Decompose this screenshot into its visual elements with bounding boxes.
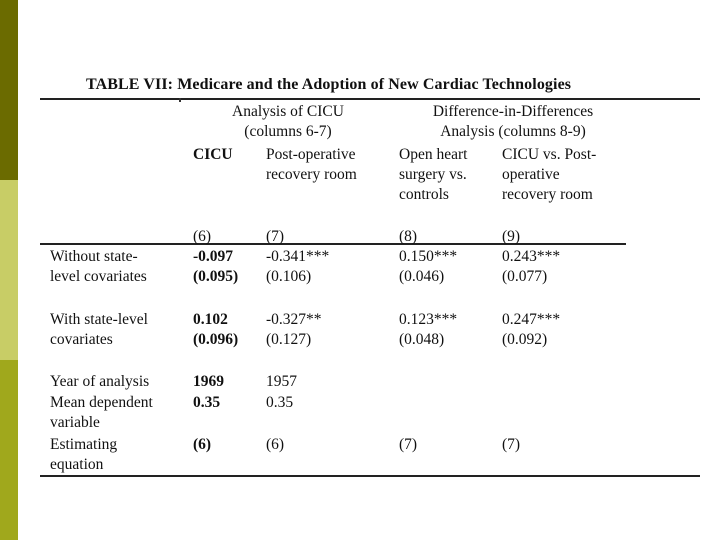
row-label-mean-dependent-variable: Mean dependent variable — [50, 394, 153, 431]
column-number: (6) — [193, 228, 212, 245]
column-header-recovery-room: Post-operative recovery room — [266, 146, 357, 183]
row-label-estimating-equation: Estimating equation — [50, 436, 118, 473]
column-number: (8) — [399, 228, 418, 245]
top-rule — [40, 98, 700, 100]
table-cell: -0.097 (0.095) — [193, 248, 239, 285]
table-cell: -0.341*** (0.106) — [266, 248, 330, 285]
table-cell: (6) — [193, 436, 212, 453]
header-rule — [40, 243, 626, 245]
column-header-cicu: CICU — [193, 146, 233, 163]
slide — [18, 0, 720, 540]
table-cell: (6) — [266, 436, 285, 453]
row-label-without-state-covariates: Without state- level covariates — [50, 248, 147, 285]
table-title: TABLE VII: Medicare and the Adoption of New Cardiac Technologies — [86, 76, 572, 93]
table-cell: 0.243*** (0.077) — [502, 248, 561, 285]
table-cell: (7) — [502, 436, 521, 453]
table-cell: -0.327** (0.127) — [266, 311, 322, 348]
table-cell: 0.102 (0.096) — [193, 311, 239, 348]
column-number: (7) — [266, 228, 285, 245]
sidebar-stripe-middle — [0, 180, 18, 360]
table-cell: 1969 — [193, 373, 224, 390]
table-cell: 0.247*** (0.092) — [502, 311, 561, 348]
table-cell: 0.150*** (0.046) — [399, 248, 458, 285]
bottom-rule — [40, 475, 700, 477]
table-cell: 0.123*** (0.048) — [399, 311, 458, 348]
table-cell: (7) — [399, 436, 418, 453]
table-cell: 0.35 — [266, 394, 294, 411]
table-cell: 1957 — [266, 373, 297, 390]
sidebar-stripe-top — [0, 0, 18, 180]
group-header-did: Difference-in-Differences Analysis (columns 8-9) — [432, 103, 594, 140]
row-label-year-of-analysis: Year of analysis — [50, 373, 150, 390]
table-cell: 0.35 — [193, 394, 221, 411]
row-label-with-state-covariates: With state-level covariates — [50, 311, 148, 348]
column-header-cicu-vs-postop: CICU vs. Post- operative recovery room — [502, 146, 597, 203]
column-header-open-heart: Open heart surgery vs. controls — [399, 146, 468, 203]
group-header-cicu: Analysis of CICU (columns 6-7) — [232, 103, 344, 140]
column-number: (9) — [502, 228, 521, 245]
column-divider — [179, 98, 181, 102]
sidebar-stripe-bottom — [0, 360, 18, 540]
